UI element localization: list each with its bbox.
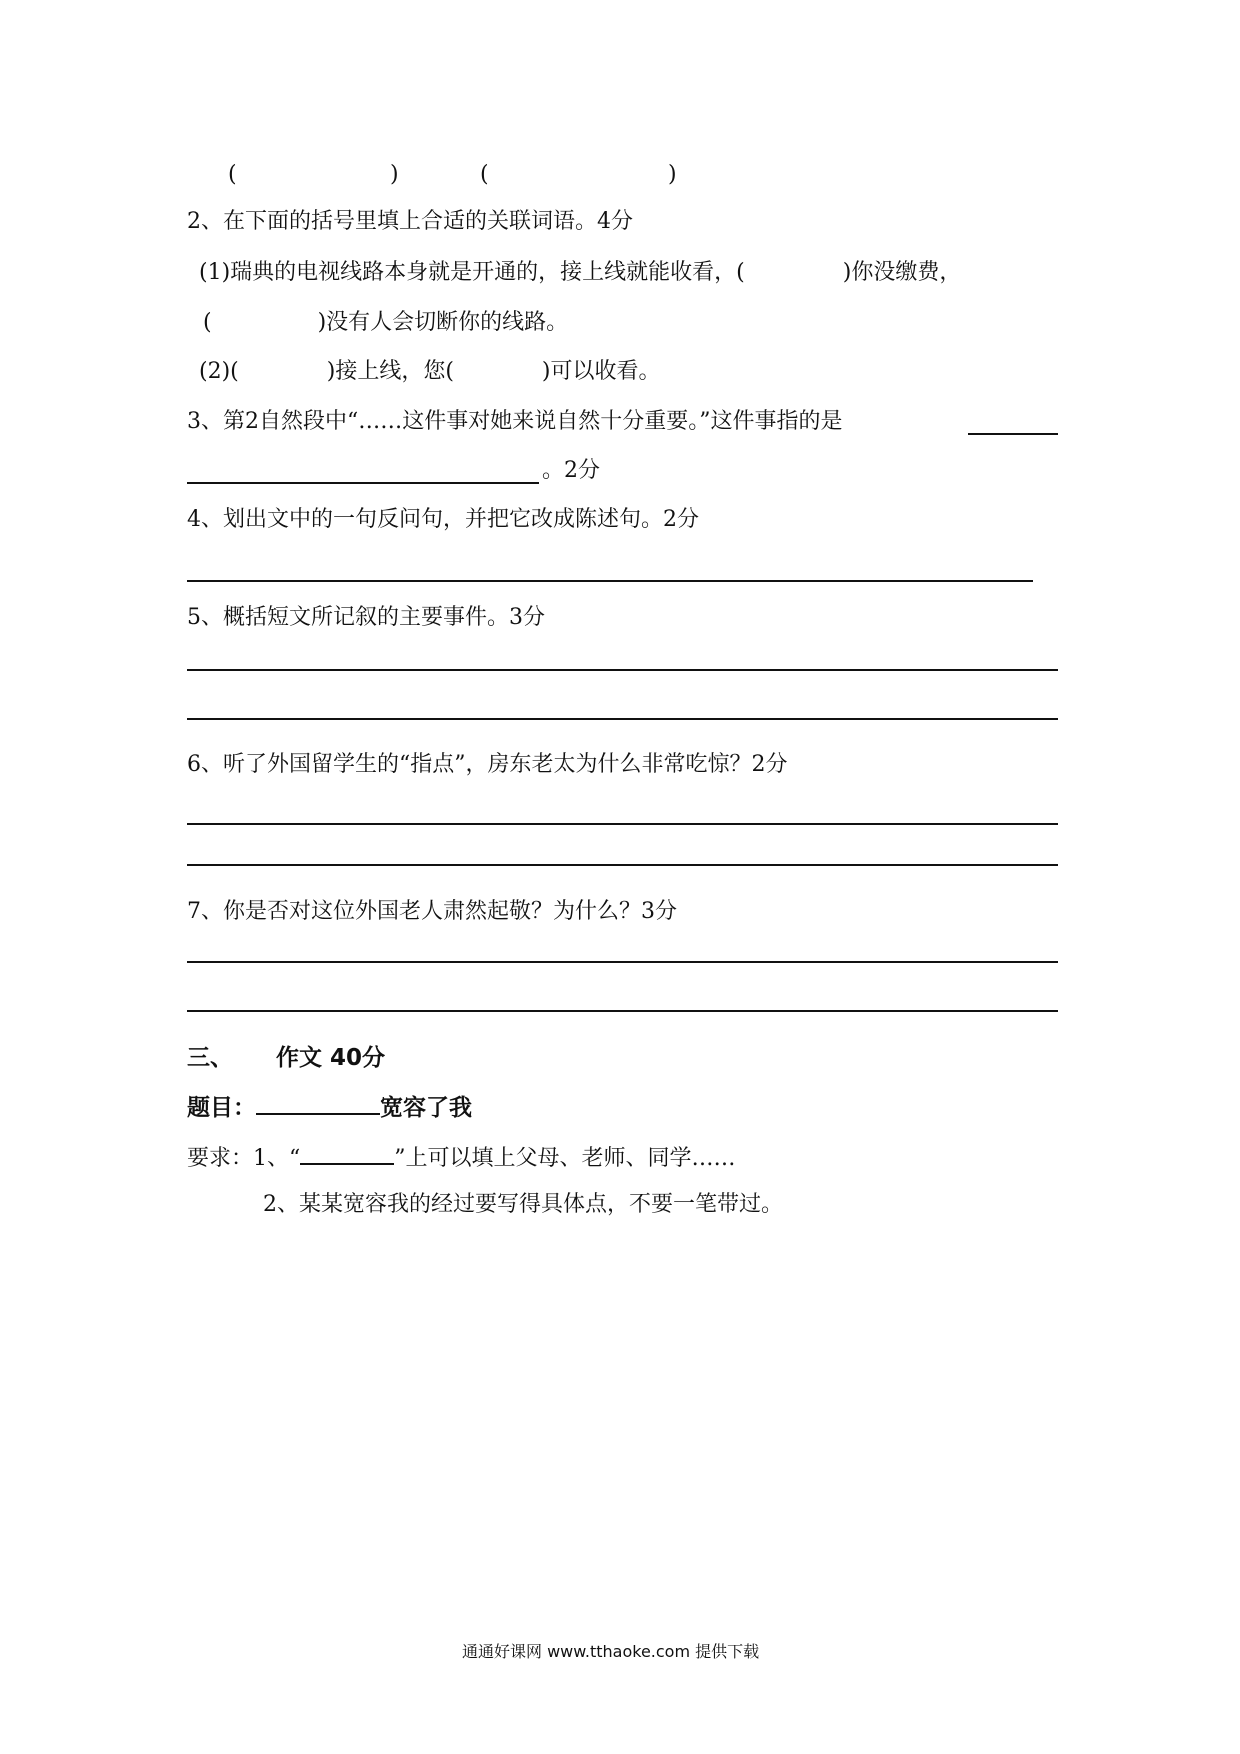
requirement-2: 2、某某宽容我的经过要写得具体点，不要一笔带过。 [263, 1192, 783, 1217]
answer-paren-open-2: ( [480, 162, 489, 187]
question-2-sentence-1-cont: ( )没有人会切断你的线路。 [203, 310, 569, 335]
answer-line [187, 823, 1058, 825]
question-2-sentence-2: (2)( )接上线，您( )可以收看。 [199, 359, 661, 384]
footer-text: 通通好课网 www.tthaoke.com 提供下载 [462, 1642, 760, 1661]
requirement-blank [300, 1141, 394, 1165]
answer-line [187, 864, 1058, 866]
section-title: 作文 40分 [276, 1045, 386, 1071]
answer-line [187, 961, 1058, 963]
answer-paren-open-1: ( [228, 162, 237, 187]
answer-line [187, 482, 539, 484]
composition-topic: 题目： 宽容了我 [187, 1091, 472, 1123]
answer-paren-close-2: ) [668, 162, 677, 187]
requirement-1: 要求：1、“ ”上可以填上父母、老师、同学…… [187, 1141, 736, 1174]
answer-line [968, 433, 1058, 435]
answer-paren-close-1: ) [390, 162, 399, 187]
question-4-text: 4、划出文中的一句反问句，并把它改成陈述句。2分 [187, 507, 699, 532]
answer-line [187, 669, 1058, 671]
question-3-text: 3、第2自然段中“……这件事对她来说自然十分重要。”这件事指的是 [187, 409, 843, 434]
section-number: 三、 [187, 1045, 233, 1071]
answer-line [187, 1010, 1058, 1012]
question-3-score: 。2分 [542, 458, 600, 483]
topic-blank [256, 1091, 380, 1115]
question-2-sentence-1: (1)瑞典的电视线路本身就是开通的，接上线就能收看，( )你没缴费， [199, 260, 962, 285]
question-7-text: 7、你是否对这位外国老人肃然起敬？为什么？3分 [187, 899, 677, 924]
answer-line [187, 580, 1033, 582]
question-2-title: 2、在下面的括号里填上合适的关联词语。4分 [187, 209, 633, 234]
question-5-text: 5、概括短文所记叙的主要事件。3分 [187, 605, 545, 630]
answer-line [187, 718, 1058, 720]
question-6-text: 6、听了外国留学生的“指点”，房东老太为什么非常吃惊？2分 [187, 752, 788, 777]
